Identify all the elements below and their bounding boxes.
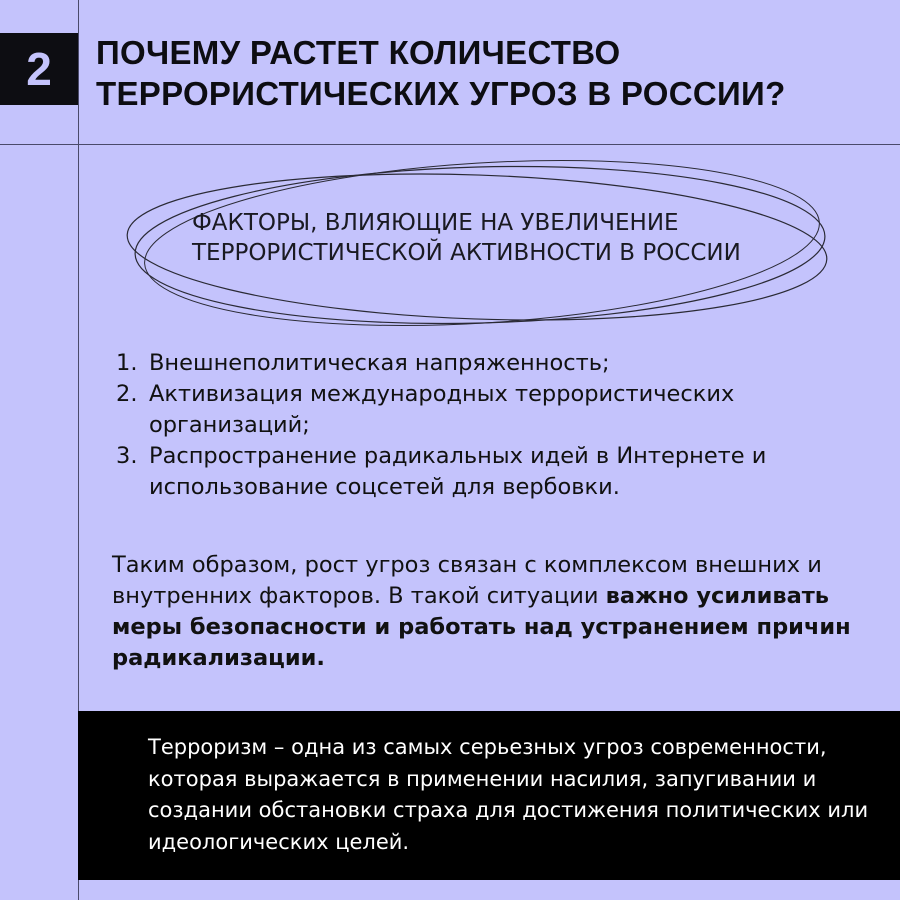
page-title: ПОЧЕМУ РАСТЕТ КОЛИЧЕСТВО ТЕРРОРИСТИЧЕСКИХ УГРОЗ В РОССИИ?: [96, 34, 786, 112]
conclusion-text: Таким образом, рост угроз связан с комплексом внешних и внутренних факторов. В такой ситуации: [112, 552, 822, 609]
list-item-number: 1.: [116, 350, 138, 376]
definition-text: Терроризм – одна из самых серьезных угроз современности, которая выражается в применении насилия, запугивании и создании обстановки страха для достижения политических или идеологических целей.: [148, 735, 869, 854]
conclusion-paragraph: [112, 550, 852, 674]
factors-heading: ФАКТОРЫ, ВЛИЯЮЩИЕ НА УВЕЛИЧЕНИЕ ТЕРРОРИСТИЧЕСКОЙ АКТИВНОСТИ В РОССИИ: [192, 210, 741, 266]
list-item: [116, 379, 836, 441]
list-item: [116, 348, 836, 379]
list-item: [116, 441, 836, 503]
horizontal-divider: [0, 144, 900, 145]
factors-list: [116, 348, 836, 503]
list-item-text: Распространение радикальных идей в Интернете и использование соцсетей для вербовки.: [149, 443, 767, 500]
slide-number-badge: [0, 33, 78, 105]
conclusion-emphasis: важно усиливать меры безопасности и работать над устранением причин радикализации.: [112, 583, 851, 671]
definition-box: [78, 711, 900, 880]
list-item-number: 2.: [116, 381, 138, 407]
list-item-text: Внешнеполитическая напряженность;: [149, 350, 610, 376]
slide-number: 2: [26, 43, 52, 95]
list-item-number: 3.: [116, 443, 138, 469]
list-item-text: Активизация международных террористических организаций;: [149, 381, 735, 438]
